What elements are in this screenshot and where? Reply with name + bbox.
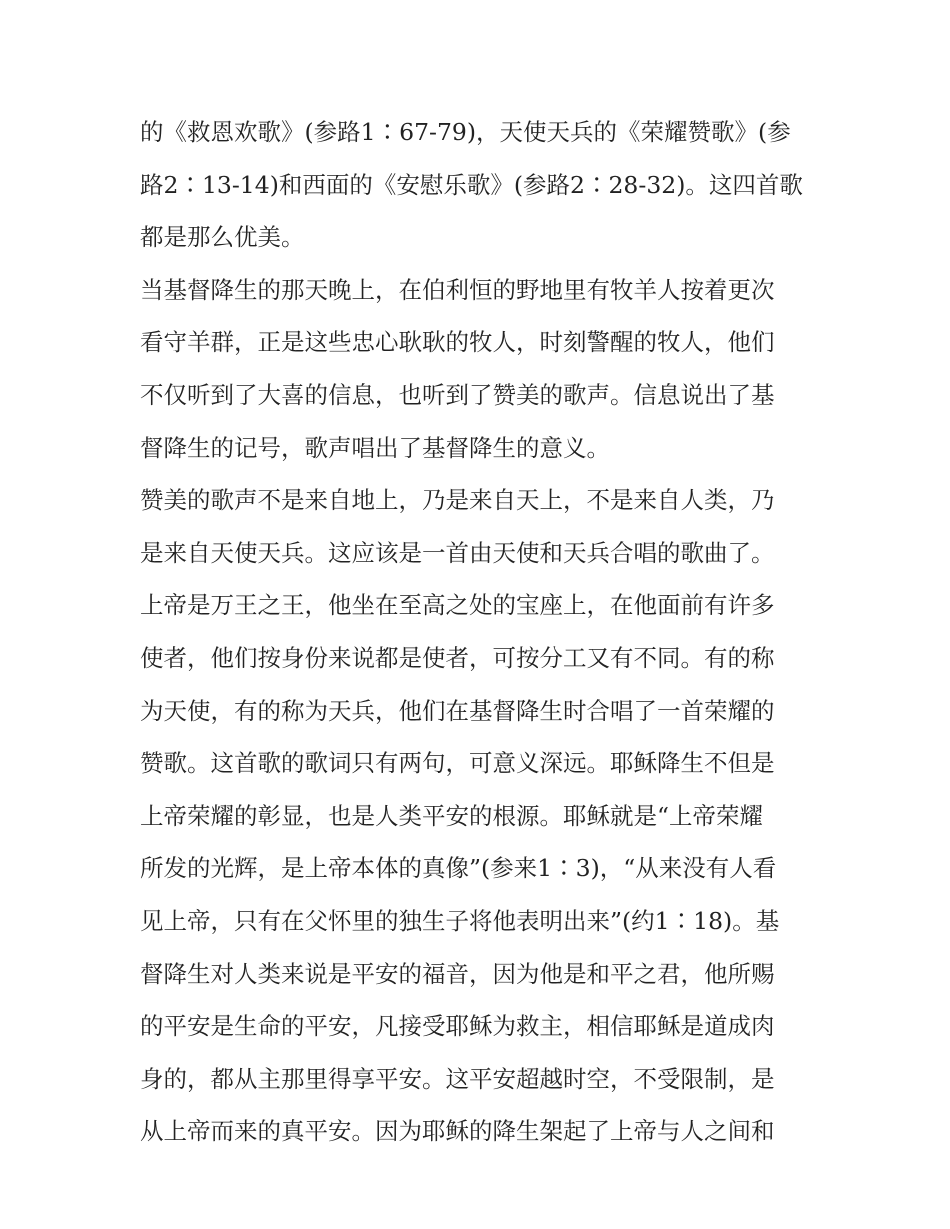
text-line: 赞美的歌声不是来自地上，乃是来自天上，不是来自人类，乃 bbox=[140, 486, 775, 515]
text-line: 见上帝，只有在父怀里的独生子将他表明出来”(约1∶18)。基 bbox=[140, 906, 780, 935]
text-line: 上帝荣耀的彰显，也是人类平安的根源。耶稣就是“上帝荣耀 bbox=[140, 801, 764, 830]
text-line: 身的，都从主那里得享平安。这平安超越时空，不受限制，是 bbox=[140, 1064, 775, 1093]
text-line: 督降生对人类来说是平安的福音，因为他是和平之君，他所赐 bbox=[140, 959, 775, 988]
text-line: 看守羊群，正是这些忠心耿耿的牧人，时刻警醒的牧人，他们 bbox=[140, 328, 775, 357]
text-line: 当基督降生的那天晚上，在伯利恒的野地里有牧羊人按着更次 bbox=[140, 275, 775, 304]
text-line: 不仅听到了大喜的信息，也听到了赞美的歌声。信息说出了基 bbox=[140, 380, 775, 409]
text-line: 所发的光辉，是上帝本体的真像”(参来1∶3)，“从来没有人看 bbox=[140, 854, 777, 883]
text-line: 上帝是万王之王，他坐在至高之处的宝座上，在他面前有许多 bbox=[140, 591, 775, 620]
text-line: 赞歌。这首歌的歌词只有两句，可意义深远。耶稣降生不但是 bbox=[140, 749, 775, 778]
text-line: 从上帝而来的真平安。因为耶稣的降生架起了上帝与人之间和 bbox=[140, 1117, 775, 1146]
text-line: 使者，他们按身份来说都是使者，可按分工又有不同。有的称 bbox=[140, 643, 775, 672]
document-body bbox=[140, 106, 815, 1158]
text-line: 的平安是生命的平安，凡接受耶稣为救主，相信耶稣是道成肉 bbox=[140, 1012, 775, 1041]
text-line: 督降生的记号，歌声唱出了基督降生的意义。 bbox=[140, 433, 610, 462]
text-line: 是来自天使天兵。这应该是一首由天使和天兵合唱的歌曲了。 bbox=[140, 538, 775, 567]
text-line: 路2∶13-14)和西面的《安慰乐歌》(参路2∶28-32)。这四首歌 bbox=[140, 170, 803, 199]
text-line: 都是那么优美。 bbox=[140, 223, 305, 252]
text-line: 为天使，有的称为天兵，他们在基督降生时合唱了一首荣耀的 bbox=[140, 696, 775, 725]
text-line: 的《救恩欢歌》(参路1∶67-79)，天使天兵的《荣耀赞歌》(参 bbox=[140, 118, 791, 146]
